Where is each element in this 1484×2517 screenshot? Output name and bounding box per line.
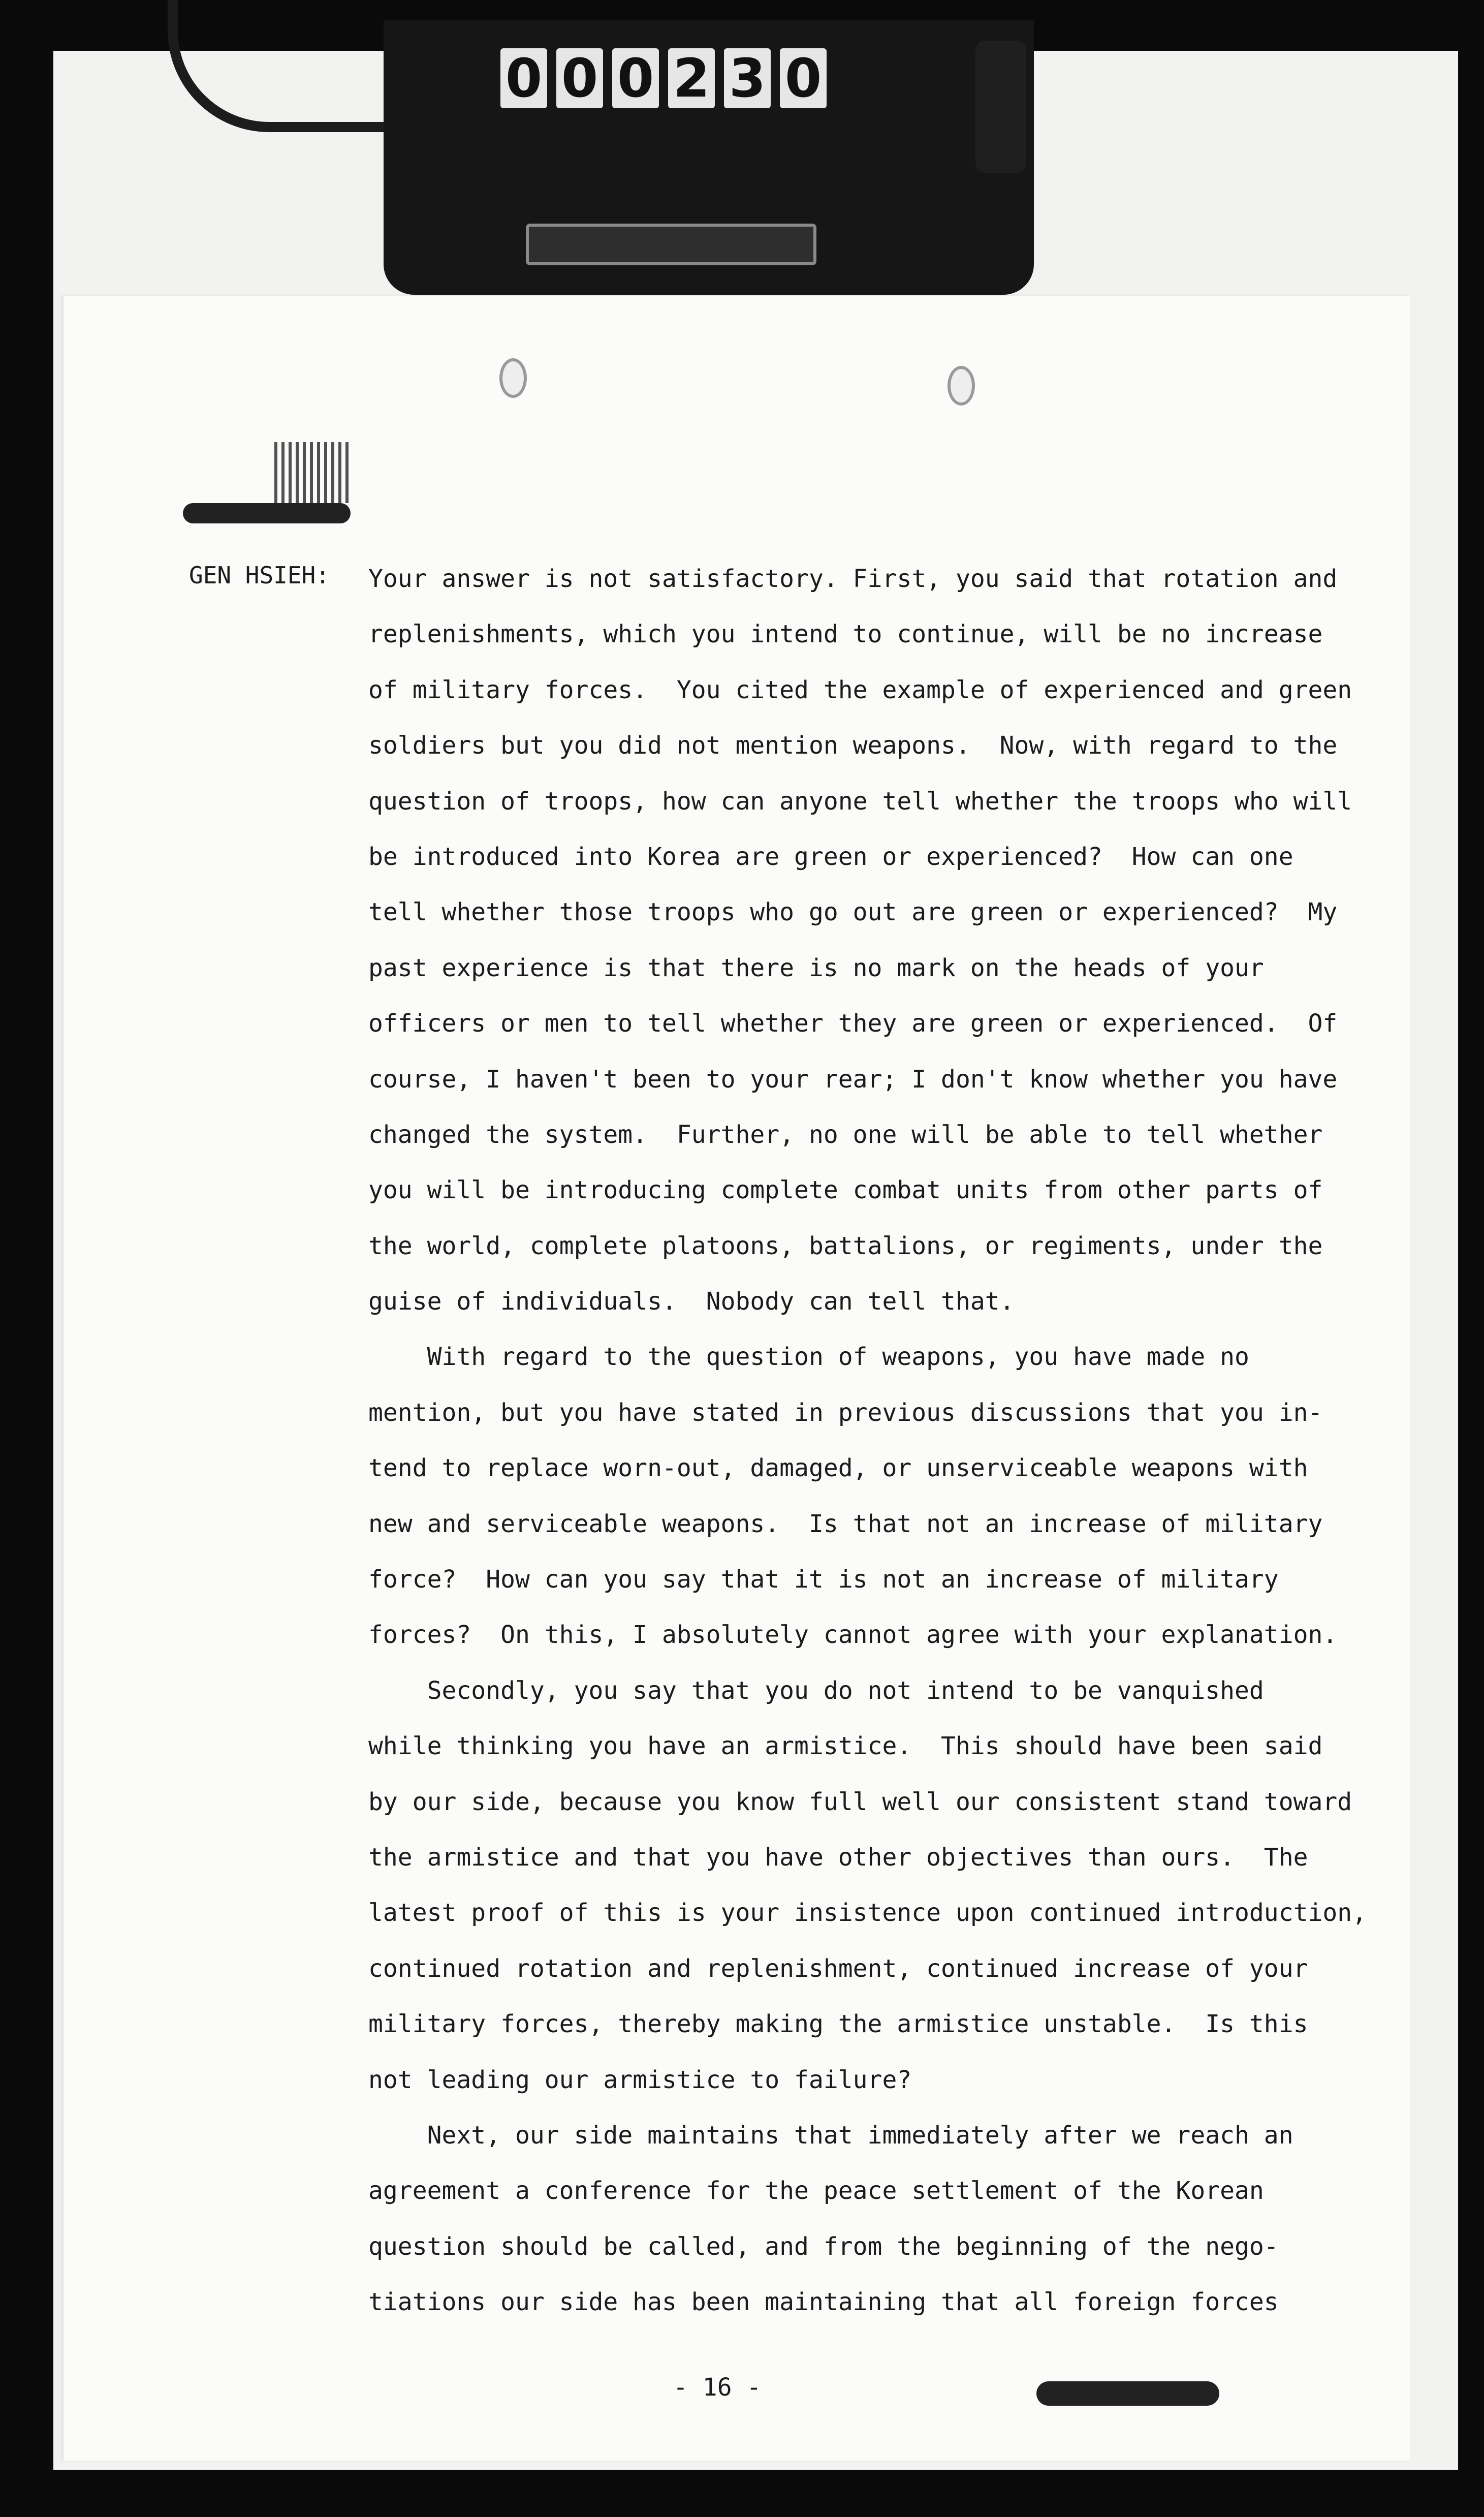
- counter-digit: 3: [724, 48, 771, 108]
- text-line: continued rotation and replenishment, continued increase of your: [368, 1954, 1308, 1983]
- text-line: forces? On this, I absolutely cannot agree with your explanation.: [368, 1621, 1338, 1650]
- text-line: force? How can you say that it is not an increase of military: [368, 1565, 1279, 1594]
- text-line: latest proof of this is your insistence upon continued introduction,: [368, 1899, 1367, 1928]
- counter-digit: 0: [612, 48, 659, 108]
- transcript-body: [368, 551, 1367, 2330]
- punch-hole: [499, 358, 527, 398]
- text-line: new and serviceable weapons. Is that not an increase of military: [368, 1509, 1323, 1538]
- text-line: changed the system. Further, no one will be able to tell whether: [368, 1120, 1323, 1149]
- text-line: Secondly, you say that you do not intend to be vanquished: [368, 1676, 1264, 1705]
- page-number: - 16 -: [673, 2373, 762, 2402]
- counter-digit: 0: [780, 48, 827, 108]
- text-line: the armistice and that you have other objectives than ours. The: [368, 1843, 1308, 1872]
- text-line: while thinking you have an armistice. This should have been said: [368, 1732, 1323, 1761]
- text-line: military forces, thereby making the armistice unstable. Is this: [368, 2010, 1308, 2039]
- stamp-mark: [274, 442, 351, 503]
- text-line: past experience is that there is no mark on the heads of your: [368, 953, 1264, 982]
- text-line: of military forces. You cited the example of experienced and green: [368, 675, 1352, 704]
- counter-digit: 2: [668, 48, 715, 108]
- text-line: tend to replace worn-out, damaged, or unserviceable weapons with: [368, 1454, 1308, 1483]
- text-line: the world, complete platoons, battalions, or regiments, under the: [368, 1231, 1323, 1260]
- text-line: With regard to the question of weapons, you have made no: [368, 1343, 1249, 1372]
- text-line: not leading our armistice to failure?: [368, 2065, 912, 2094]
- text-line: soldiers but you did not mention weapons. Now, with regard to the: [368, 731, 1338, 760]
- text-line: by our side, because you know full well our consistent stand toward: [368, 1787, 1352, 1816]
- text-line: you will be introducing complete combat units from other parts of: [368, 1176, 1323, 1205]
- page-counter: [500, 48, 827, 109]
- counter-knob: [975, 41, 1026, 173]
- text-line: officers or men to tell whether they are green or experienced. Of: [368, 1009, 1338, 1038]
- text-line: tiations our side has been maintaining that all foreign forces: [368, 2288, 1279, 2317]
- text-line: course, I haven't been to your rear; I don't know whether you have: [368, 1065, 1338, 1094]
- text-line: question of troops, how can anyone tell whether the troops who will: [368, 787, 1352, 816]
- redaction-stamp-bottom: [1036, 2381, 1219, 2406]
- counter-slot: [526, 224, 816, 265]
- text-line: Next, our side maintains that immediately after we reach an: [368, 2121, 1293, 2150]
- text-line: question should be called, and from the beginning of the nego-: [368, 2232, 1279, 2261]
- counter-digit: 0: [500, 48, 547, 108]
- text-line: Your answer is not satisfactory. First, you said that rotation and: [368, 565, 1338, 593]
- text-line: tell whether those troops who go out are green or experienced? My: [368, 898, 1338, 927]
- text-line: be introduced into Korea are green or experienced? How can one: [368, 842, 1293, 871]
- text-line: mention, but you have stated in previous discussions that you in-: [368, 1398, 1323, 1427]
- text-line: replenishments, which you intend to continue, will be no increase: [368, 620, 1323, 649]
- text-line: agreement a conference for the peace settlement of the Korean: [368, 2177, 1264, 2205]
- counter-digit: 0: [556, 48, 603, 108]
- redaction-stamp: [183, 442, 351, 523]
- stamp-bar: [183, 503, 351, 523]
- speaker-label: GEN HSIEH:: [189, 562, 330, 589]
- text-line: guise of individuals. Nobody can tell that.: [368, 1287, 1015, 1316]
- punch-hole: [948, 366, 975, 406]
